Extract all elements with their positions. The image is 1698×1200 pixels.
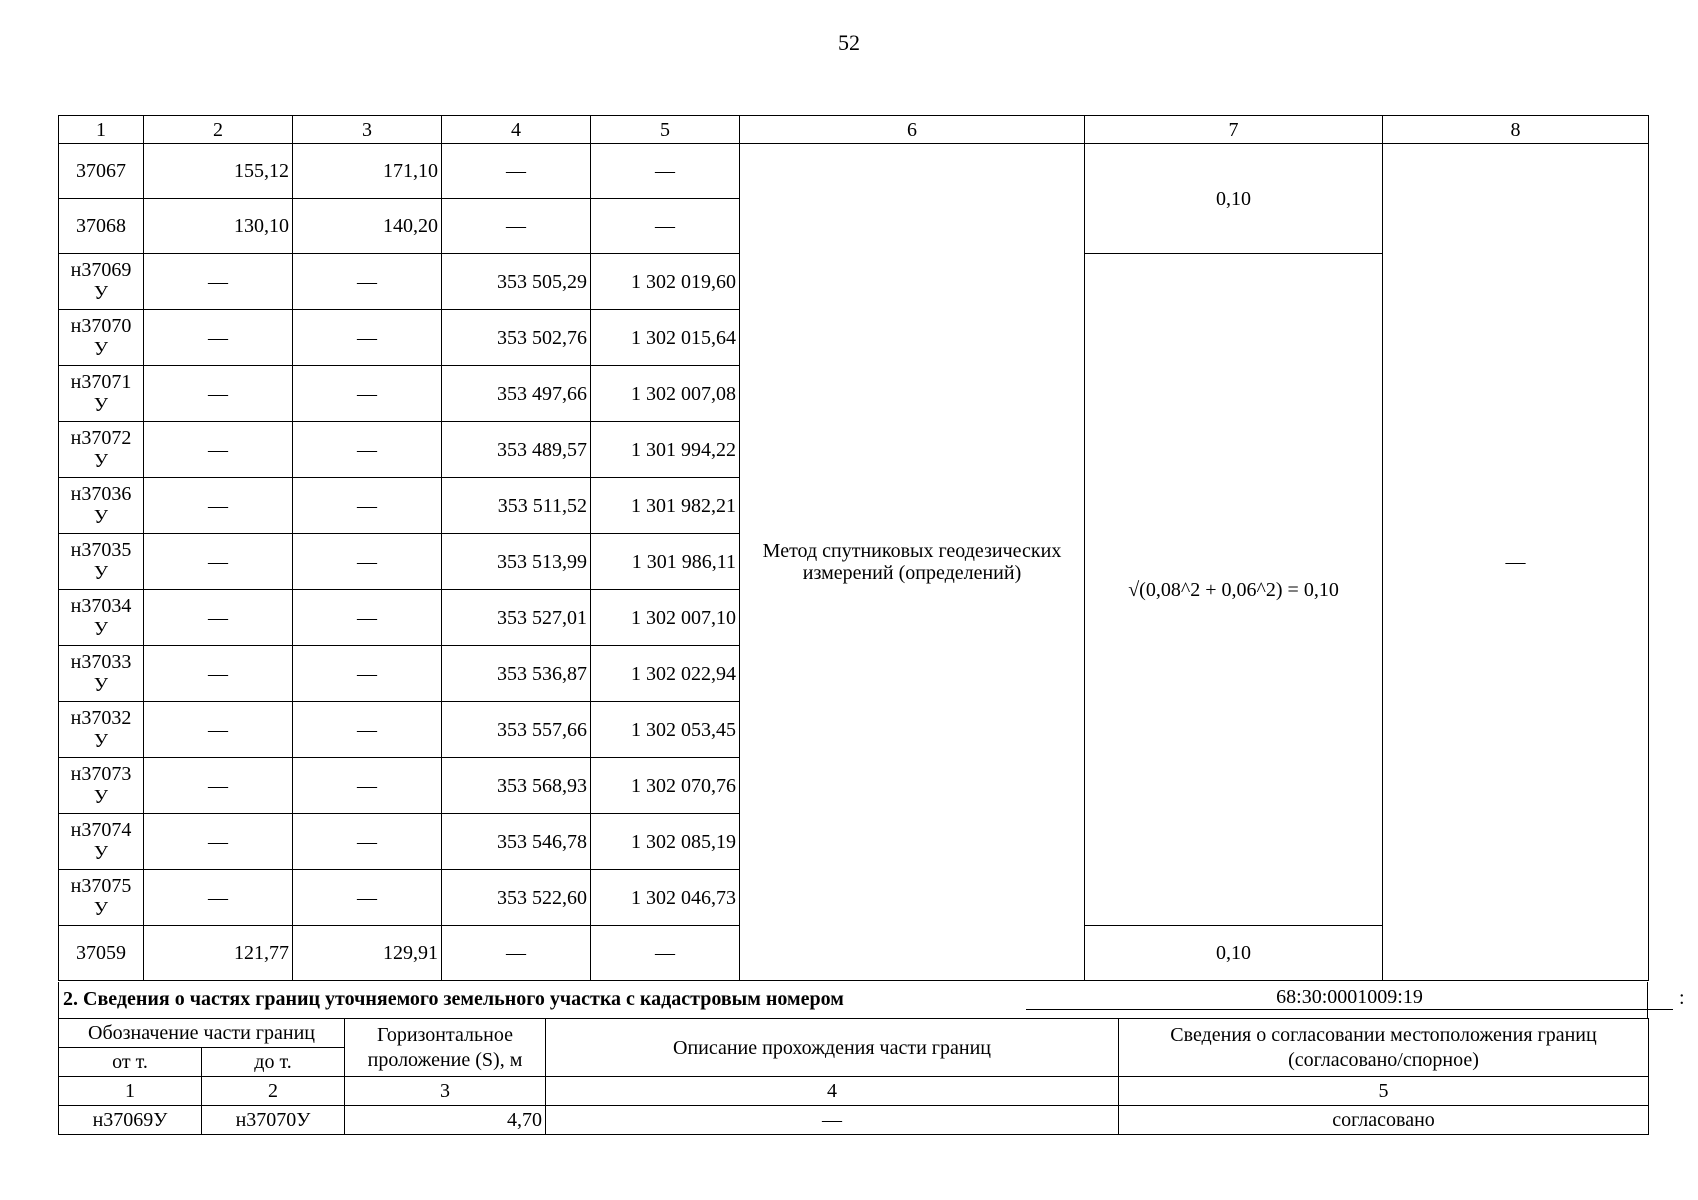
point-id-line2: У [93,674,109,696]
cell-c4: 353 502,76 [442,310,591,366]
cell-c4: 353 527,01 [442,590,591,646]
part-description: — [546,1106,1119,1135]
cell-c5: 1 301 982,21 [591,478,740,534]
column-number: 2 [202,1077,345,1106]
cell-c5: 1 302 019,60 [591,254,740,310]
cell-c2: 155,12 [144,144,293,199]
header-description: Описание прохождения части границ [546,1019,1119,1077]
cell-c4: 353 511,52 [442,478,591,534]
column-number-row [59,116,1649,144]
cell-c5: 1 302 015,64 [591,310,740,366]
column-number: 3 [293,116,442,144]
point-id-line2: У [93,338,109,360]
point-id-line1: н37032 [70,707,132,729]
cell-c2: — [144,478,293,534]
column-number: 7 [1085,116,1383,144]
cell-c5: 1 302 053,45 [591,702,740,758]
point-id-line2: У [93,618,109,640]
point-id-line2: У [93,786,109,808]
point-id-line2: У [93,394,109,416]
page-number: 52 [838,30,860,55]
table-row [59,144,1649,199]
boundary-parts-table [58,1018,1649,1135]
point-id-line2: У [93,842,109,864]
cell-c4: 353 497,66 [442,366,591,422]
point-id-line1: н37036 [70,483,132,505]
part-agreement: согласовано [1119,1106,1649,1135]
cell-c5: 1 302 046,73 [591,870,740,926]
cell-c2: 130,10 [144,199,293,254]
cell-c5: 1 302 007,08 [591,366,740,422]
cell-c3: — [293,422,442,478]
cell-c3: — [293,814,442,870]
cell-c4: — [442,926,591,981]
point-id-line2: У [93,898,109,920]
cell-c4: 353 546,78 [442,814,591,870]
cell-c2: 121,77 [144,926,293,981]
cell-c3: — [293,646,442,702]
cell-c3: — [293,702,442,758]
cell-c5: — [591,144,740,199]
cell-c2: — [144,814,293,870]
part-to: н37070У [202,1106,345,1135]
cell-c5: 1 301 994,22 [591,422,740,478]
cell-c4: — [442,199,591,254]
cell-c2: — [144,758,293,814]
cell-c2: — [144,366,293,422]
header-from: от т. [59,1048,202,1077]
cell-c4: 353 489,57 [442,422,591,478]
column-number: 5 [1119,1077,1649,1106]
point-id-line2: У [93,282,109,304]
point-id-line1: н37070 [70,315,132,337]
point-id [59,646,144,702]
cell-c3: — [293,534,442,590]
cadastral-number: 68:30:0001009:19 [1026,985,1673,1010]
cell-c3: — [293,870,442,926]
header-agreement: Сведения о согласовании местоположения границ (согласовано/спорное) [1119,1019,1649,1077]
cell-c2: — [144,254,293,310]
header-to: до т. [202,1048,345,1077]
table-row [59,1106,1649,1135]
cell-c3: — [293,254,442,310]
accuracy-top: 0,10 [1085,144,1383,254]
cell-c3: 140,20 [293,199,442,254]
cell-c3: — [293,310,442,366]
cell-c5: 1 301 986,11 [591,534,740,590]
cell-c2: — [144,590,293,646]
header-horizontal: Горизонтальное проложение (S), м [345,1019,546,1077]
point-id-line1: н37034 [70,595,132,617]
coordinates-table [58,115,1649,981]
point-id [59,254,144,310]
cell-c5: — [591,926,740,981]
accuracy-bottom: 0,10 [1085,926,1383,981]
cell-c3: — [293,758,442,814]
point-id-line1: н37071 [70,371,132,393]
column-number: 4 [442,116,591,144]
col8-value: — [1383,144,1649,981]
part-distance: 4,70 [345,1106,546,1135]
cell-c4: 353 557,66 [442,702,591,758]
cell-c2: — [144,310,293,366]
cell-c5: 1 302 007,10 [591,590,740,646]
point-id: 37067 [59,144,144,199]
column-number: 2 [144,116,293,144]
section2-heading [58,982,1685,1018]
part-from: н37069У [59,1106,202,1135]
cell-c5: — [591,199,740,254]
cell-c5: 1 302 070,76 [591,758,740,814]
column-number: 8 [1383,116,1649,144]
point-id-line1: н37072 [70,427,132,449]
point-id [59,758,144,814]
cell-c3: — [293,478,442,534]
column-number: 6 [740,116,1085,144]
point-id-line1: н37073 [70,763,132,785]
accuracy-formula: √(0,08^2 + 0,06^2) = 0,10 [1085,254,1383,926]
cell-c2: — [144,534,293,590]
point-id-line1: н37033 [70,651,132,673]
point-id [59,366,144,422]
cell-c3: 129,91 [293,926,442,981]
parts-header-row [59,1019,1649,1048]
point-id-line1: н37069 [70,259,132,281]
cell-c3: 171,10 [293,144,442,199]
point-id [59,310,144,366]
header-designation: Обозначение части границ [59,1019,345,1048]
cell-c3: — [293,366,442,422]
point-id-line2: У [93,730,109,752]
column-number: 3 [345,1077,546,1106]
section2-colon: : [1679,987,1685,1009]
section2-title: 2. Сведения о частях границ уточняемого земельного участка с кадастровым номером [63,988,844,1010]
cell-c3: — [293,590,442,646]
point-id-line1: н37035 [70,539,132,561]
point-id [59,478,144,534]
cell-c4: — [442,144,591,199]
point-id: 37068 [59,199,144,254]
point-id [59,702,144,758]
cell-c4: 353 505,29 [442,254,591,310]
column-number: 1 [59,116,144,144]
cell-c4: 353 536,87 [442,646,591,702]
column-number: 1 [59,1077,202,1106]
cell-c4: 353 513,99 [442,534,591,590]
column-number: 5 [591,116,740,144]
point-id [59,814,144,870]
point-id [59,870,144,926]
point-id-line1: н37074 [70,819,132,841]
cell-c2: — [144,870,293,926]
point-id-line2: У [93,450,109,472]
point-id [59,590,144,646]
point-id-line1: н37075 [70,875,132,897]
point-id [59,422,144,478]
point-id-line2: У [93,506,109,528]
point-id-line2: У [93,562,109,584]
column-number: 4 [546,1077,1119,1106]
cell-c4: 353 522,60 [442,870,591,926]
cell-c5: 1 302 085,19 [591,814,740,870]
cell-c5: 1 302 022,94 [591,646,740,702]
point-id: 37059 [59,926,144,981]
cell-c2: — [144,702,293,758]
parts-column-number-row [59,1077,1649,1106]
cell-c4: 353 568,93 [442,758,591,814]
point-id [59,534,144,590]
cell-c2: — [144,422,293,478]
cell-c2: — [144,646,293,702]
method-cell: Метод спутниковых геодезических измерений (определений) [740,144,1085,981]
